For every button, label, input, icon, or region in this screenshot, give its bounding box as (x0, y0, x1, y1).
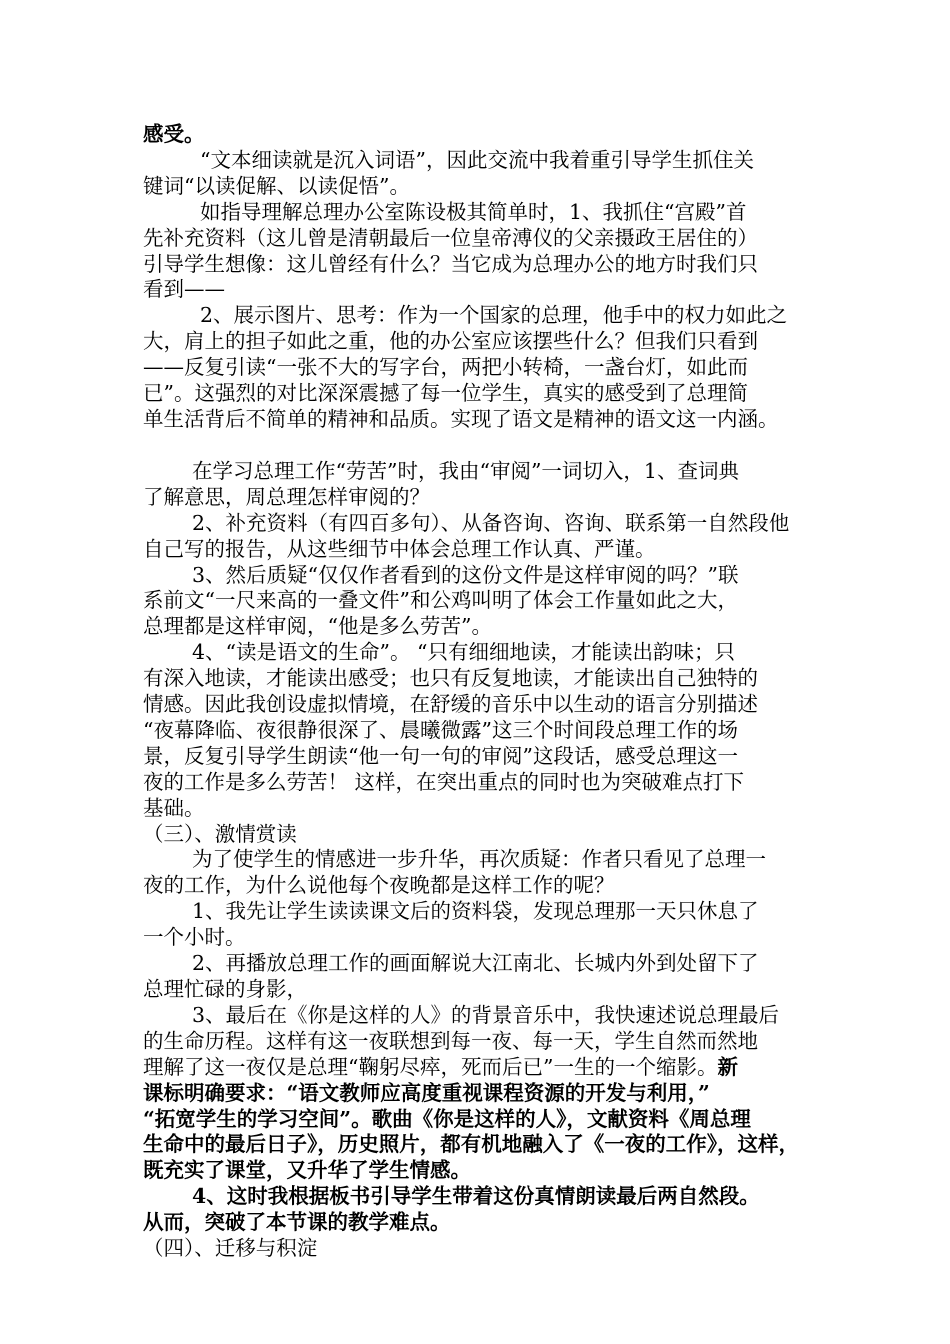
text-line: 夜的工作，为什么说他每个夜晚都是这样工作的呢？ (143, 873, 615, 898)
text-line: 已”。这强烈的对比深深震撼了每一位学生，真实的感受到了总理简 (143, 381, 748, 406)
text-line: 2、补充资料（有四百多句）、从备咨询、咨询、联系第一自然段他 (192, 510, 790, 535)
text-line: 课标明确要求：“语文教师应高度重视课程资源的开发与利用，” (143, 1080, 710, 1105)
text-line: 系前文“一尺来高的一叠文件”和公鸡叫明了体会工作量如此之大， (143, 588, 738, 613)
section-heading: （四）、迁移与积淀 (143, 1236, 318, 1261)
text-line: 感受。 (143, 122, 205, 146)
text-line: “文本细读就是沉入词语”，因此交流中我着重引导学生抓住关 (200, 147, 754, 172)
text-line: 4、“读是语文的生命”。 “只有细细地读，才能读出韵味；只 (192, 640, 735, 665)
text-line: 总理忙碌的身影， (143, 977, 307, 1001)
document-page (143, 122, 815, 1262)
text-line: 夜的工作是多么劳苦！ 这样，在突出重点的同时也为突破难点打下 (143, 769, 745, 794)
text-line: 单生活背后不简单的精神和品质。实现了语文是精神的语文这一内涵。 (143, 406, 779, 431)
text-line: 自己写的报告，从这些细节中体会总理工作认真、严谨。 (143, 536, 656, 561)
text-line: 引导学生想像：这儿曾经有什么？当它成为总理办公的地方时我们只 (143, 251, 758, 276)
text-line: 有深入地读，才能读出感受；也只有反复地读，才能读出自己独特的 (143, 666, 758, 691)
text-line: 一个小时。 (143, 925, 246, 950)
text-line: 情感。因此我创设虚拟情境，在舒缓的音乐中以生动的语言分别描述 (143, 692, 758, 717)
text-line: 3、最后在《你是这样的人》的背景音乐中，我快速述说总理最后 (192, 1002, 780, 1027)
paragraph-gap (143, 433, 815, 459)
text-line: 的生命历程。这样有这一夜联想到每一夜、每一天，学生自然而然地 (143, 1028, 758, 1053)
text-line: 4、这时我根据板书引导学生带着这份真情朗读最后两自然段。 (192, 1184, 760, 1209)
text-line: 先补充资料（这儿曾是清朝最后一位皇帝溥仪的父亲摄政王居住的） (143, 225, 758, 250)
text-line: 大，肩上的担子如此之重，他的办公室应该摆些什么？但我们只看到 (143, 329, 758, 354)
text-line: 1、我先让学生读读课文后的资料袋，发现总理那一天只休息了 (192, 899, 759, 924)
text-line: 为了使学生的情感进一步升华，再次质疑：作者只看见了总理一 (192, 847, 766, 872)
text-line: “拓宽学生的学习空间”。歌曲《你是这样的人》，文献资料《周总理 (143, 1106, 751, 1131)
text-line: 如指导理解总理办公室陈设极其简单时，1、我抓住“宫殿”首 (200, 199, 747, 224)
text-line: “夜幕降临、夜很静很深了、晨曦微露”这三个时间段总理工作的场 (143, 717, 738, 742)
text-line: 看到—— (143, 277, 225, 302)
text-line: 2、再播放总理工作的画面解说大江南北、长城内外到处留下了 (192, 951, 759, 976)
text-line: 了解意思，周总理怎样审阅的？ (143, 484, 430, 509)
text-line: 生命中的最后日子》，历史照片，都有机地融入了《一夜的工作》，这样， (143, 1132, 799, 1157)
text-line: ——反复引读“一张不大的写字台，两把小转椅，一盏台灯，如此而 (143, 355, 748, 380)
text-line: 基础。 (143, 795, 205, 820)
text-line: 在学习总理工作“劳苦”时，我由“审阅”一词切入，1、查词典 (192, 458, 739, 483)
text-line: 2、展示图片、思考：作为一个国家的总理，他手中的权力如此之 (200, 303, 788, 328)
text-line: 键词“以读促解、以读促悟”。 (143, 173, 410, 198)
text-line: 既充实了课堂，又升华了学生情感。 (143, 1158, 471, 1183)
section-heading: （三）、激情赏读 (143, 821, 297, 846)
text-line (143, 1055, 815, 1081)
bold-text-span: 新 (717, 1054, 738, 1079)
text-span: 理解了这一夜仅是总理“鞠躬尽瘁，死而后已”一生的一个缩影。 (143, 1054, 718, 1079)
text-line: 3、然后质疑“仅仅作者看到的这份文件是这样审阅的吗？”联 (192, 562, 739, 587)
text-line: 总理都是这样审阅，“他是多么劳苦”。 (143, 614, 492, 639)
text-line: 从而，突破了本节课的教学难点。 (143, 1210, 451, 1235)
text-line: 景，反复引导学生朗读“他一句一句的审阅”这段话，感受总理这一 (143, 743, 738, 768)
